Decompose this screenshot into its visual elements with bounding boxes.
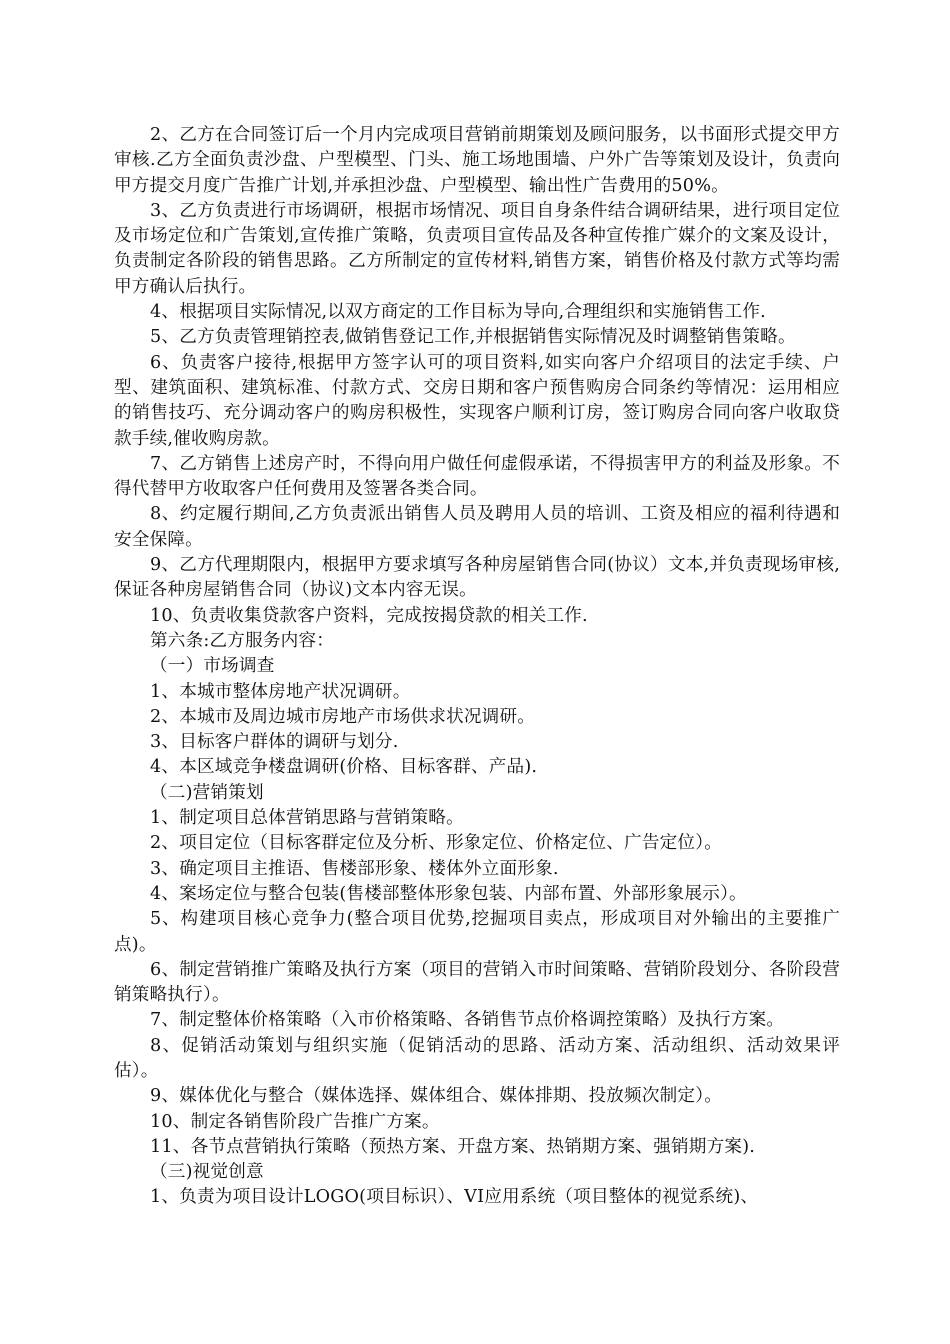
list-item: 11、各节点营销执行策略（预热方案、开盘方案、热销期方案、强销期方案). — [150, 1136, 756, 1157]
paragraph-3: 3、乙方负责进行市场调研，根据市场情况、项目自身条件结合调研结果，进行项目定位及市场定位和广告策划,宣传推广策略，负责项目宣传品及各种宣传推广媒介的文案及设计，负责制定各阶段的销售思路。乙方所制定的宣传材料,销售方案，销售价格及付款方式等均需甲方确认后执行。 — [114, 200, 840, 297]
paragraph-6: 6、负责客户接待,根据甲方签字认可的项目资料,如实向客户介绍项目的法定手续、户型、建筑面积、建筑标准、付款方式、交房日期和客户预售购房合同条约等情况：运用相应的销售技巧、充分调动客户的购房积极性，实现客户顺利订房，签订购房合同向客户收取贷款手续,催收购房款。 — [114, 352, 840, 449]
paragraph-10: 10、负责收集贷款客户资料，完成按揭贷款的相关工作. — [150, 605, 588, 626]
list-item: 10、制定各销售阶段广告推广方案。 — [150, 1111, 440, 1132]
paragraph-8: 8、约定履行期间,乙方负责派出销售人员及聘用人员的培训、工资及相应的福利待遇和安全保障。 — [114, 504, 840, 550]
list-item: 3、确定项目主推语、售楼部形象、楼体外立面形象. — [150, 858, 559, 879]
subsection-heading-visual-creative: （三)视觉创意 — [150, 1162, 264, 1183]
list-item: 4、本区域竞争楼盘调研(价格、目标客群、产品). — [150, 757, 538, 778]
list-item: 9、媒体优化与整合（媒体选择、媒体组合、媒体排期、投放频次制定）。 — [150, 1086, 722, 1107]
paragraph-4: 4、根据项目实际情况,以双方商定的工作目标为导向,合理组织和实施销售工作. — [150, 302, 766, 323]
section-heading-article-6: 第六条:乙方服务内容： — [150, 630, 335, 651]
list-item: 8、促销活动策划与组织实施（促销活动的思路、活动方案、活动组织、活动效果评估）。 — [114, 1035, 840, 1081]
list-item: 7、制定整体价格策略（入市价格策略、各销售节点价格调控策略）及执行方案。 — [150, 1010, 785, 1031]
list-item: 1、本城市整体房地产状况调研。 — [150, 681, 411, 702]
paragraph-2: 2、乙方在合同签订后一个月内完成项目营销前期策划及顾问服务，以书面形式提交甲方审核.乙方全面负责沙盘、户型模型、门头、施工场地围墙、户外广告等策划及设计，负责向甲方提交月度广告推广计划,并承担沙盘、户型模型、输出性广告费用的50%。 — [114, 125, 840, 196]
paragraph-5: 5、乙方负责管理销控表,做销售登记工作,并根据销售实际情况及时调整销售策略。 — [150, 327, 796, 348]
list-item: 2、项目定位（目标客群定位及分析、形象定位、价格定位、广告定位）。 — [150, 833, 722, 854]
list-item: 4、案场定位与整合包装(售楼部整体形象包装、内部布置、外部形象展示）。 — [150, 883, 747, 904]
list-item: 1、制定项目总体营销思路与营销策略。 — [150, 808, 464, 829]
paragraph-9: 9、乙方代理期限内，根据甲方要求填写各种房屋销售合同(协议）文本,并负责现场审核,保证各种房屋销售合同（协议)文本内容无误。 — [114, 555, 840, 601]
document-body — [114, 123, 840, 1211]
list-item: 6、制定营销推广策略及执行方案（项目的营销入市时间策略、营销阶段划分、各阶段营销策略执行）。 — [114, 959, 840, 1006]
list-item: 2、本城市及周边城市房地产市场供求状况调研。 — [150, 706, 536, 727]
subsection-heading-market-research: （一）市场调查 — [150, 656, 275, 677]
list-item: 1、负责为项目设计LOGO(项目标识）、VI应用系统（项目整体的视觉系统)、 — [150, 1187, 759, 1208]
list-item: 5、构建项目核心竞争力(整合项目优势,挖掘项目卖点，形成项目对外输出的主要推广点)。 — [114, 909, 840, 955]
subsection-heading-marketing-planning: （二)营销策划 — [150, 782, 264, 803]
list-item: 3、目标客户群体的调研与划分. — [150, 732, 399, 753]
paragraph-7: 7、乙方销售上述房产时，不得向用户做任何虚假承诺，不得损害甲方的利益及形象。不得代替甲方收取客户任何费用及签署各类合同。 — [114, 453, 840, 500]
